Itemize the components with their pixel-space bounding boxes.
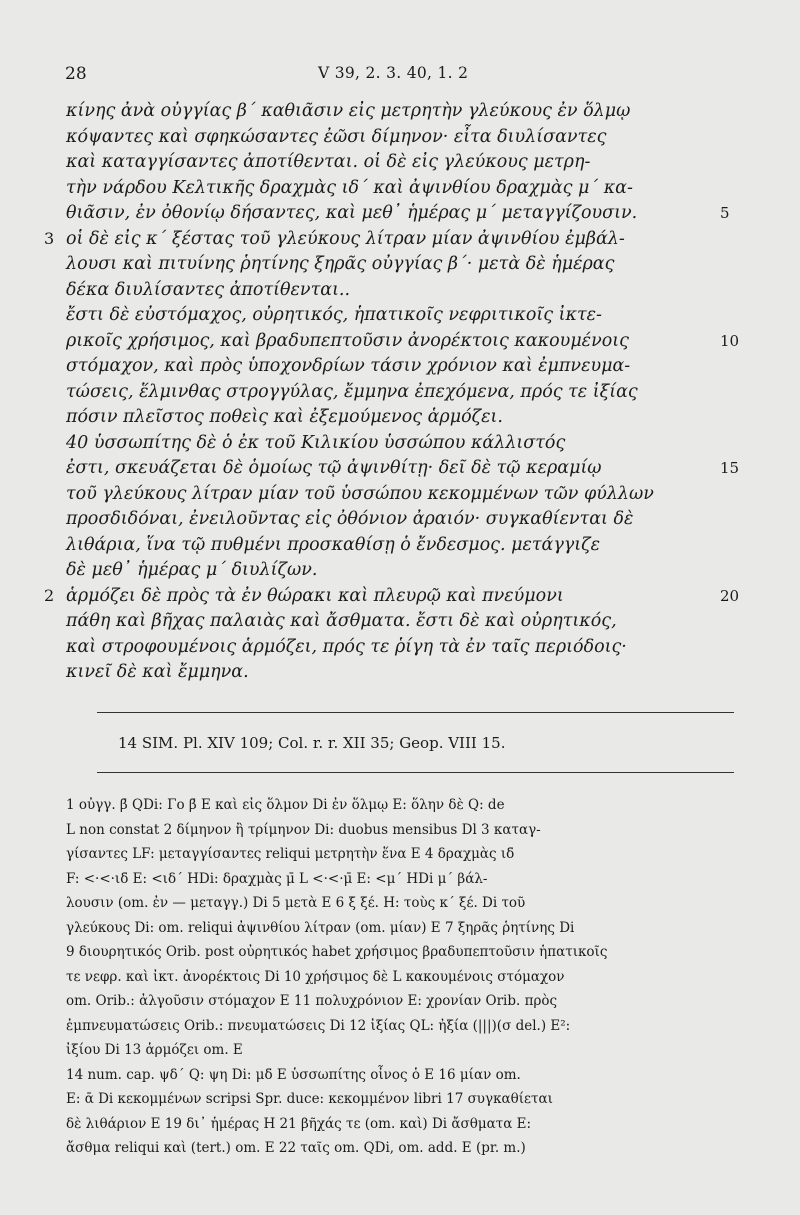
line-number: 20 (720, 586, 740, 605)
page-number: 28 (65, 64, 87, 84)
text-line: δέκα διυλίσαντες ἀποτίθενται.. (66, 279, 351, 300)
apparatus-line: ἐμπνευματώσεις Orib.: πνευματώσεις Di 12 ἰξίας QL: ἠξία (|||)(σ del.) E²: (66, 1017, 571, 1034)
apparatus-line: om. Orib.: ἀλγοῦσιν στόμαχον E 11 πολυχρόνιον E: χρονίαν Orib. πρὸς (66, 993, 558, 1009)
text-line: κίνης ἀνὰ οὐγγίας β΄ καθιᾶσιν εἰς μετρητὴν γλεύκους ἐν ὅλμῳ (66, 101, 631, 121)
testimonia-line: 14 SIM. Pl. XIV 109; Col. r. r. XII 35; Geop. VIII 15. (118, 734, 506, 752)
text-line: πάθη καὶ βῆχας παλαιὰς καὶ ἄσθματα. ἔστι δὲ καὶ οὐρητικός, (66, 611, 617, 631)
text-line: ἔστι δὲ εὐστόμαχος, οὐρητικός, ἡπατικοῖς νεφριτικοῖς ἰκτε- (66, 305, 602, 325)
text-line: ἐστι, σκευάζεται δὲ ὁμοίως τῷ ἀψινθίτῃ· δεῖ δὲ τῷ κεραμίῳ (66, 458, 602, 478)
apparatus-line: τε νεφρ. καὶ ἰκτ. ἀνορέκτοις Di 10 χρήσιμος δὲ L κακουμένοις στόμαχον (66, 968, 565, 985)
apparatus-line: γλεύκους Di: om. reliqui ἀψινθίου λίτραν (om. μίαν) E 7 ξηρᾶς ῥητίνης Di (66, 919, 575, 936)
text-line: ρικοῖς χρήσιμος, καὶ βραδυπεπτοῦσιν ἀνορέκτοις κακουμένοις (66, 330, 629, 351)
apparatus-line: ἰξίου Di 13 ἁρμόζει om. E (66, 1042, 243, 1058)
text-line: θιᾶσιν, ἐν ὀθονίῳ δήσαντες, καὶ μεθ᾽ ἡμέρας μ΄ μεταγγίζουσιν. (66, 203, 638, 223)
apparatus-line: 14 num. cap. ψδ΄ Q: ψη Di: μδ̄ E ὑσσωπίτης οἶνος ὁ E 16 μίαν om. (66, 1066, 521, 1083)
apparatus-line: 1 οὐγγ. β̄ QDi: Γο β̄ E καὶ εἰς ὅλμον Di ἐν ὅλμῳ E: ὅλην δὲ Q: de (66, 797, 505, 813)
line-number: 5 (720, 204, 730, 222)
apparatus-line: L non constat 2 δίμηνον ἢ τρίμηνον Di: duobus mensibus Dl 3 καταγ- (66, 821, 541, 838)
text-line: δὲ μεθ᾽ ἡμέρας μ΄ διυλίζων. (66, 560, 318, 580)
text-line: λιθάρια, ἵνα τῷ πυθμένι προσκαθίσῃ ὁ ἔνδεσμος. μετάγγιζε (66, 534, 601, 555)
text-line: λουσι καὶ πιτυίνης ῥητίνης ξηρᾶς οὐγγίας β΄· μετὰ δὲ ἡμέρας (66, 254, 615, 274)
text-line: 40 ὑσσωπίτης δὲ ὁ ἐκ τοῦ Κιλικίου ὑσσώπου κάλλιστός (66, 432, 566, 453)
apparatus-line: E: ᾱ Di κεκομμένων scripsi Spr. duce: κεκομμένον libri 17 συγκαθίεται (66, 1091, 553, 1107)
apparatus-line: λουσιν (om. ἐν — μεταγγ.) Di 5 μετὰ E 6 ξ̄ ξέ. H: τοὺς κ΄ ξέ. Di τοῦ (66, 895, 526, 911)
text-line: πόσιν πλεῖστος ποθεὶς καὶ ἐξεμούμενος ἁρμόζει. (66, 407, 503, 427)
apparatus-line: 9 διουρητικός Orib. post οὐρητικός habet χρήσιμος βραδυπεπτοῦσιν ἡπατικοῖς (66, 944, 608, 960)
text-line: στόμαχον, καὶ πρὸς ὑποχονδρίων τάσιν χρόνιον καὶ ἐμπνευμα- (66, 356, 631, 376)
text-line: κόψαντες καὶ σφηκώσαντες ἐῶσι δίμηνον· εἶτα διυλίσαντες (66, 126, 607, 147)
text-line: τοῦ γλεύκους λίτραν μίαν τοῦ ὑσσώπου κεκομμένων τῶν φύλλων (66, 483, 654, 504)
text-line: τὴν νάρδου Κελτικῆς δραχμὰς ιδ΄ καὶ ἀψινθίου δραχμὰς μ΄ κα- (66, 177, 633, 198)
apparatus-line: γίσαντες LF: μεταγγίσαντες reliqui μετρητὴν ἕνα E 4 δραχμὰς ιδ̄ (66, 846, 515, 862)
separator-rule (97, 712, 734, 713)
margin-number: 2 (44, 585, 55, 605)
separator-rule (97, 772, 734, 773)
text-line: καὶ στροφουμένοις ἁρμόζει, πρός τε ῥίγη τὰ ἐν ταῖς περιόδοις· (66, 636, 627, 657)
line-number: 15 (720, 459, 740, 477)
text-line: κινεῖ δὲ καὶ ἔμμηνα. (66, 662, 249, 682)
apparatus-line: δὲ λιθάριον E 19 δι᾽ ἡμέρας H 21 βῆχάς τε (om. καὶ) Di ἄσθματα E: (66, 1115, 532, 1132)
apparatus-line: ἄσθμα reliqui καὶ (tert.) om. E 22 ταῖς om. QDi, om. add. E (pr. m.) (66, 1140, 526, 1156)
text-line: καὶ καταγγίσαντες ἀποτίθενται. οἱ δὲ εἰς γλεύκους μετρη- (66, 152, 591, 172)
apparatus-line: F: <·<·ιδ̄ E: <ιδ΄ HDi: δραχμὰς μ̄ L <·<·μ̄ E: <μ΄ HDi μ΄ βάλ- (66, 870, 488, 887)
page-header (0, 64, 800, 88)
margin-number: 3 (44, 228, 55, 248)
text-line: οἱ δὲ εἰς κ΄ ξέστας τοῦ γλεύκους λίτραν μίαν ἀψινθίου ἐμβάλ- (66, 228, 625, 249)
text-line: τώσεις, ἕλμινθας στρογγύλας, ἔμμηνα ἐπεχόμενα, πρός τε ἰξίας (66, 381, 638, 402)
text-line: ἁρμόζει δὲ πρὸς τὰ ἐν θώρακι καὶ πλευρῷ καὶ πνεύμονι (66, 585, 564, 606)
running-title: V 39, 2. 3. 40, 1. 2 (318, 64, 469, 82)
line-number: 10 (720, 331, 740, 350)
text-line: προσδιδόναι, ἐνειλοῦντας εἰς ὀθόνιον ἀραιόν· συγκαθίενται δὲ (66, 509, 634, 529)
